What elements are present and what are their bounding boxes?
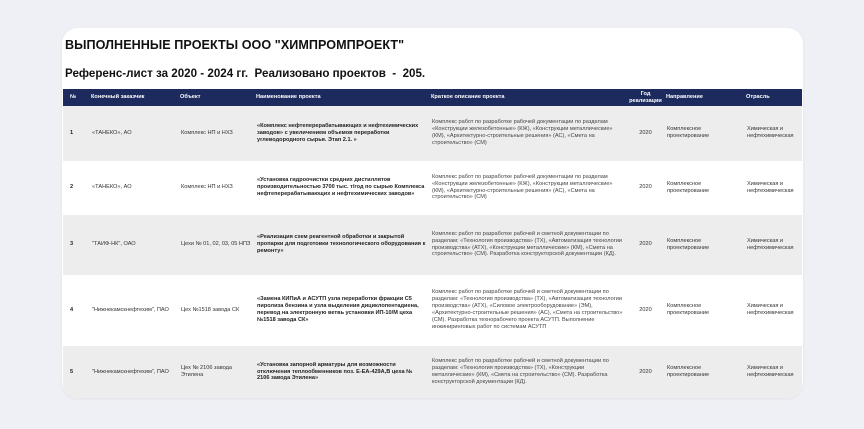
row-description: Комплекс работ по разработке рабочей документации по разделам «Конструкции железобетонные» (КЖ), «Конструкции металлические» (КМ), «Архитектурно-строительные решения» (АС), «Смета на строительство» (СМ) bbox=[429, 106, 627, 161]
projects-table bbox=[63, 89, 802, 398]
table-header-row bbox=[63, 89, 802, 106]
row-description: Комплекс работ по разработке рабочей и сметной документации по разделам: «Технология производства» (ТХ), «Автоматизация технологии производства» (АТХ), «Конструкции металлические» (КМ), «Смета на строительство» (СМ). Разработка конструкторской документации (КД). bbox=[429, 214, 627, 275]
row-num: 4 bbox=[63, 275, 89, 345]
header-object: Объект bbox=[180, 94, 201, 101]
row-num: 2 bbox=[63, 161, 89, 214]
row-num: 5 bbox=[63, 345, 89, 398]
row-customer: "Нижнекамскнефтехим", ПАО bbox=[89, 275, 178, 345]
row-project: «Замена КИПиА и АСУТП узла переработки фракции С5 пиролиза бензина и узла выделения дициклопентадиена, перевод на электронную ветвь установки ИП-10/М цеха №1518 завода СК» bbox=[254, 275, 429, 345]
row-object: Комплекс НП и НХЗ bbox=[178, 161, 254, 214]
row-customer: "Нижнекамскнефтехим", ПАО bbox=[89, 345, 178, 398]
row-year: 2020 bbox=[627, 214, 664, 275]
row-year: 2020 bbox=[627, 106, 664, 161]
header-project: Наименование проекта bbox=[256, 94, 321, 101]
row-industry: Химическая и нефтехимическая bbox=[744, 214, 802, 275]
document-subtitle: Референс-лист за 2020 - 2024 гг. Реализовано проектов - 205. bbox=[65, 67, 426, 80]
header-direction: Направление bbox=[666, 94, 703, 101]
row-object: Цех №1518 завода СК bbox=[178, 275, 254, 345]
row-num: 3 bbox=[63, 214, 89, 275]
row-object: Цех № 2106 завода Этилена bbox=[178, 345, 254, 398]
header-industry: Отрасль bbox=[746, 94, 770, 101]
header-description: Краткое описание проекта bbox=[431, 94, 505, 101]
row-industry: Химическая и нефтехимическая bbox=[744, 106, 802, 161]
row-industry: Химическая и нефтехимическая bbox=[744, 345, 802, 398]
row-object: Цехи № 01, 02, 03, 05 НПЗ bbox=[178, 214, 254, 275]
header-customer: Конечный заказчик bbox=[91, 94, 145, 101]
row-description: Комплекс работ по разработке рабочей и сметной документации по разделам: «Технология производства» (ТХ), «Автоматизация технологии производства» (АТХ), «Силовое электрооборудование» (ЭМ), «Архитектурно-строительные решения» (АС), «Смета на строительство» (СМ). Разработка технорабочего проекта АСУТП. Выполнение инжиниринговых работ по системам АСУТП bbox=[429, 275, 627, 345]
row-description: Комплекс работ по разработке рабочей документации по разделам «Конструкции железобетонные» (КЖ), «Конструкции металлические» (КМ), «Архитектурно-строительные решения» (АС), «Смета на строительство» (СМ) bbox=[429, 161, 627, 214]
table-row bbox=[63, 161, 802, 214]
reference-list-card bbox=[62, 28, 803, 398]
table-row bbox=[63, 345, 802, 398]
row-customer: "ТАИФ-НК", ОАО bbox=[89, 214, 178, 275]
header-num: № bbox=[70, 94, 77, 101]
table-row bbox=[63, 275, 802, 345]
document-title: ВЫПОЛНЕННЫЕ ПРОЕКТЫ ООО "ХИМПРОМПРОЕКТ" bbox=[65, 38, 405, 52]
row-project: «Установка запорной арматуры для возможности отключения теплообменников поз. Е-ЕА-429А,В цеха № 2106 завода Этилена» bbox=[254, 345, 429, 398]
row-direction: Комплексное проектирование bbox=[664, 345, 744, 398]
row-direction: Комплексное проектирование bbox=[664, 214, 744, 275]
row-project: «Комплекс нефтеперерабатывающих и нефтехимических заводов» с увеличением объемов переработки углеводородного сырья. Этап 2.1. » bbox=[254, 106, 429, 161]
row-year: 2020 bbox=[627, 345, 664, 398]
row-industry: Химическая и нефтехимическая bbox=[744, 275, 802, 345]
row-customer: «ТАНЕКО», АО bbox=[89, 106, 178, 161]
row-direction: Комплексное проектирование bbox=[664, 275, 744, 345]
row-direction: Комплексное проектирование bbox=[664, 106, 744, 161]
row-year: 2020 bbox=[627, 161, 664, 214]
table-row bbox=[63, 106, 802, 161]
row-object: Комплекс НП и НХЗ bbox=[178, 106, 254, 161]
row-project: «Установка гидроочистки средних дистиллятов производительностью 3700 тыс. т/год по сырью Комплекса нефтеперерабатывающих и нефтехимических заводов» bbox=[254, 161, 429, 214]
table-row bbox=[63, 214, 802, 275]
row-year: 2020 bbox=[627, 275, 664, 345]
row-industry: Химическая и нефтехимическая bbox=[744, 161, 802, 214]
row-project: «Реализация схем реагентной обработки и закрытой пропарки для подготовки технологического оборудования к ремонту» bbox=[254, 214, 429, 275]
row-customer: «ТАНЕКО», АО bbox=[89, 161, 178, 214]
row-direction: Комплексное проектирование bbox=[664, 161, 744, 214]
header-year: Год реализации bbox=[629, 91, 662, 104]
row-description: Комплекс работ по разработке рабочей и сметной документации по разделам: «Технология производства» (ТХ), «Конструкции металлические» (КМ), «Смета на строительство» (СМ). Разработка конструкторской документации (КД). bbox=[429, 345, 627, 398]
row-num: 1 bbox=[63, 106, 89, 161]
